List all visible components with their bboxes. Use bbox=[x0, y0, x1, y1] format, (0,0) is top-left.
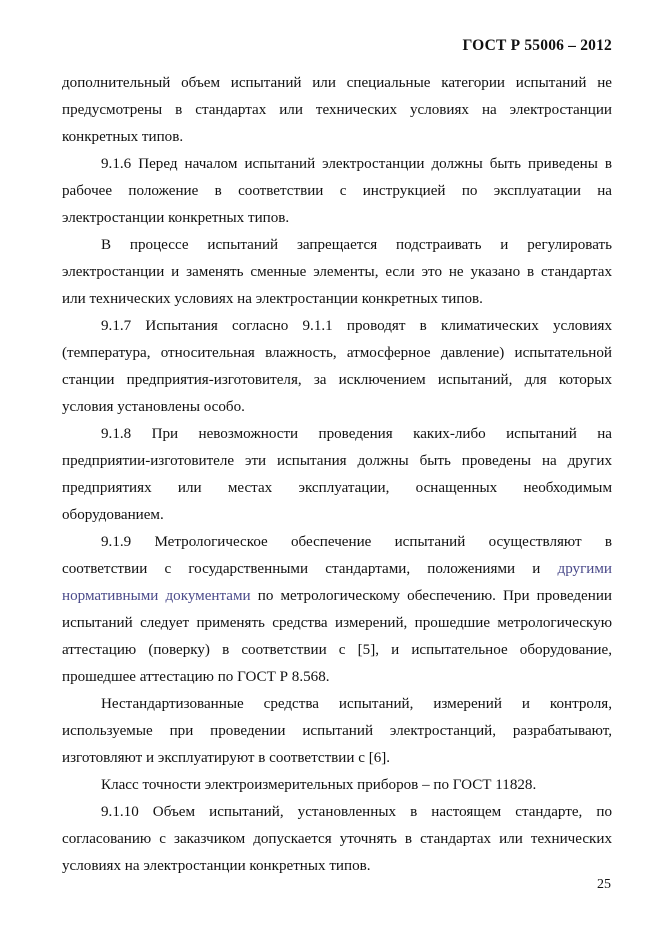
text-line: дополнительный объем испытаний или специальные категории испытаний не bbox=[62, 75, 612, 91]
text-line-with-link bbox=[62, 583, 612, 610]
text-line: 9.1.7 Испытания согласно 9.1.1 проводят в климатических условиях bbox=[101, 318, 612, 334]
text-line: условиях на электростанции конкретных типов. bbox=[62, 858, 371, 874]
text-line: 9.1.8 При невозможности проведения каких-либо испытаний на bbox=[101, 426, 612, 442]
document-code-header: ГОСТ Р 55006 – 2012 bbox=[462, 37, 612, 54]
text-line: (температура, относительная влажность, атмосферное давление) испытательной bbox=[62, 345, 612, 361]
text-line: аттестацию (поверку) в соответствии с [5], и испытательное оборудование, bbox=[62, 642, 612, 658]
text-segment: по метрологическому обеспечению. При проведении bbox=[250, 588, 612, 604]
text-line: станции предприятия-изготовителя, за исключением испытаний, для которых bbox=[62, 372, 612, 388]
paragraph-9-1-7 bbox=[62, 313, 612, 421]
text-line: Нестандартизованные средства испытаний, измерений и контроля, bbox=[101, 696, 612, 712]
text-line: испытаний следует применять средства измерений, прошедшие метрологическую bbox=[62, 615, 612, 631]
text-line: или технических условиях на электростанции конкретных типов. bbox=[62, 291, 483, 307]
text-line: В процессе испытаний запрещается подстраивать и регулировать bbox=[101, 237, 612, 253]
text-line: 9.1.6 Перед началом испытаний электростанции должны быть приведены в bbox=[101, 156, 612, 172]
text-line: прошедшее аттестацию по ГОСТ Р 8.568. bbox=[62, 669, 330, 685]
paragraph-9-1-9 bbox=[62, 529, 612, 691]
paragraph-9-1-8 bbox=[62, 421, 612, 529]
page-number: 25 bbox=[597, 877, 611, 892]
text-line: Класс точности электроизмерительных приборов – по ГОСТ 11828. bbox=[101, 777, 537, 793]
text-line: оборудованием. bbox=[62, 507, 164, 523]
paragraph-9-1-6 bbox=[62, 151, 612, 232]
other-documents-link[interactable]: другими bbox=[557, 561, 612, 577]
text-line-with-link bbox=[62, 556, 612, 583]
text-segment: соответствии с государственными стандартами, положениями и bbox=[62, 561, 558, 577]
text-line: изготовляют и эксплуатируют в соответствии с [6]. bbox=[62, 750, 391, 766]
text-line: конкретных типов. bbox=[62, 129, 184, 145]
text-line: условия установлены особо. bbox=[62, 399, 245, 415]
paragraph-9-1-10 bbox=[62, 799, 612, 880]
normative-documents-link[interactable]: нормативными документами bbox=[62, 588, 251, 604]
text-line: электростанции конкретных типов. bbox=[62, 210, 290, 226]
text-line: согласованию с заказчиком допускается уточнять в стандартах или технических bbox=[62, 831, 612, 847]
document-body bbox=[62, 70, 612, 880]
text-line: предприятии-изготовителе эти испытания должны быть проведены на других bbox=[62, 453, 612, 469]
paragraph bbox=[62, 232, 612, 313]
text-line: рабочее положение в соответствии с инструкцией по эксплуатации на bbox=[62, 183, 612, 199]
text-line: 9.1.10 Объем испытаний, установленных в настоящем стандарте, по bbox=[101, 804, 612, 820]
paragraph bbox=[62, 70, 612, 151]
text-line: 9.1.9 Метрологическое обеспечение испытаний осуществляют в bbox=[101, 534, 612, 550]
text-line: используемые при проведении испытаний электростанций, разрабатывают, bbox=[62, 723, 612, 739]
paragraph bbox=[62, 772, 612, 799]
paragraph bbox=[62, 691, 612, 772]
text-line: электростанции и заменять сменные элементы, если это не указано в стандартах bbox=[62, 264, 612, 280]
text-line: предусмотрены в стандартах или технических условиях на электростанции bbox=[62, 102, 612, 118]
text-line: предприятиях или местах эксплуатации, оснащенных необходимым bbox=[62, 480, 612, 496]
